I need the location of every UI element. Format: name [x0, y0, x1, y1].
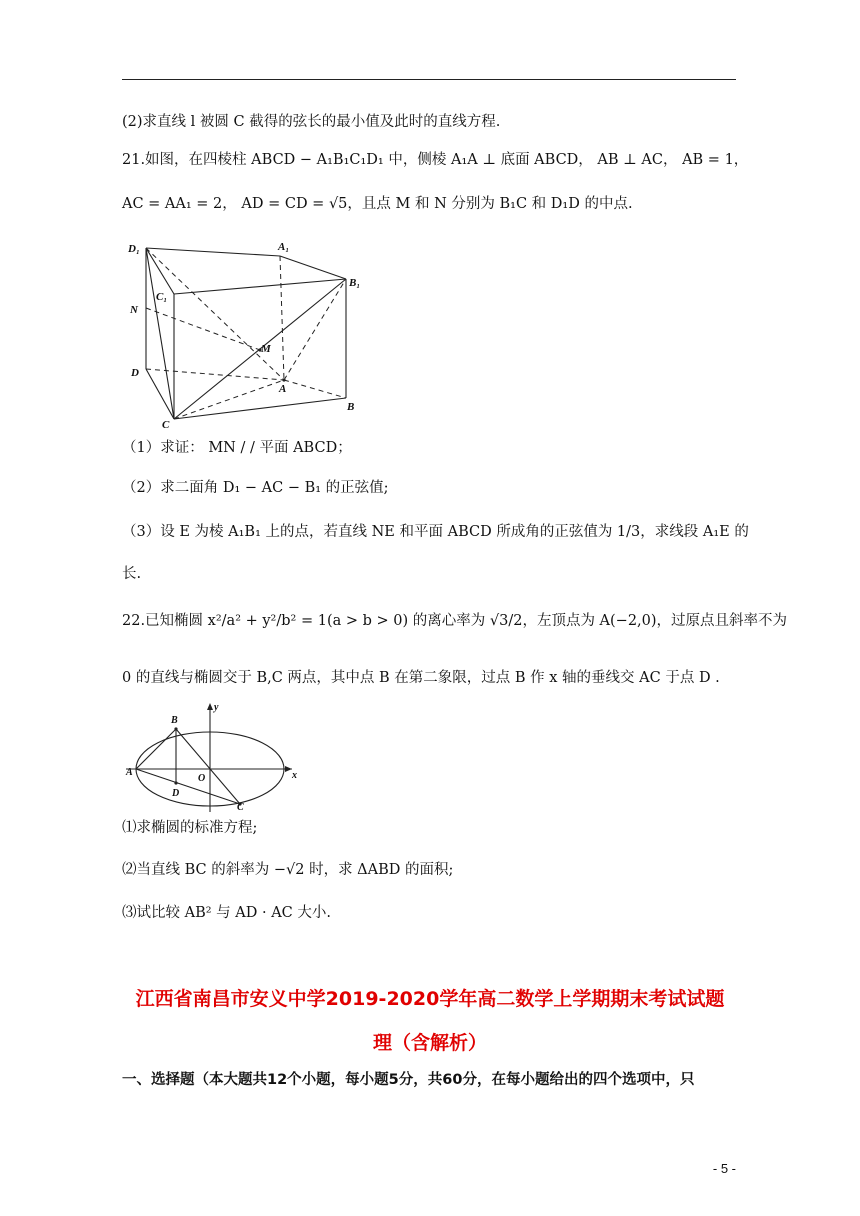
q22-part2: ⑵当直线 BC 的斜率为 −√2 时，求 ΔABD 的面积;	[122, 862, 454, 878]
label-D1: D₁	[128, 243, 140, 255]
q21-part3: （3）设 E 为棱 A₁B₁ 上的点，若直线 NE 和平面 ABCD 所成角的正弦值为 1/3，求线段 A₁E 的	[122, 524, 749, 540]
ellipse-figure	[122, 700, 308, 812]
label-C: C	[237, 802, 244, 812]
label-O: O	[198, 773, 206, 784]
page-number: - 5 -	[712, 1161, 736, 1176]
q21-part1: （1）求证： MN / / 平面 ABCD；	[122, 440, 352, 456]
q21-conditions: AC = AA₁ = 2， AD = CD = √5，且点 M 和 N 分别为 B₁C 和 D₁D 的中点.	[122, 196, 633, 212]
document-title-line2: 理（含解析）	[372, 1032, 487, 1054]
label-C: C	[162, 419, 170, 430]
q20-part2: (2)求直线 l 被圆 C 截得的弦长的最小值及此时的直线方程.	[122, 114, 501, 130]
label-A: A	[126, 767, 133, 778]
q21-intro: 21.如图，在四棱柱 ABCD − A₁B₁C₁D₁ 中，侧棱 A₁A ⊥ 底面 ABCD， AB ⊥ AC， AB = 1，	[122, 152, 749, 168]
q21-part3-cont: 长.	[122, 566, 142, 582]
header-rule	[122, 79, 736, 80]
label-B: B	[171, 715, 178, 726]
label-A: A	[279, 383, 287, 395]
label-B: B	[347, 401, 355, 413]
label-D: D	[172, 788, 180, 799]
label-A1: A₁	[278, 241, 290, 253]
section-heading: 一、选择题（本大题共12个小题，每小题5分，共60分，在每小题给出的四个选项中，只	[122, 1072, 695, 1088]
q22-conditions: 0 的直线与椭圆交于 B,C 两点，其中点 B 在第二象限，过点 B 作 x 轴的垂线交 AC 于点 D .	[122, 670, 720, 686]
label-D: D	[131, 367, 139, 379]
prism-figure	[126, 236, 366, 430]
q22-part1: ⑴求椭圆的标准方程;	[122, 820, 258, 836]
label-M: M	[261, 343, 271, 355]
label-y: y	[214, 702, 219, 713]
label-x: x	[292, 770, 297, 781]
label-C1: C₁	[156, 291, 168, 303]
q22-intro: 22.已知椭圆 x²/a² + y²/b² = 1(a > b > 0) 的离心率为 √3/2，左顶点为 A(−2,0)，过原点且斜率不为	[122, 613, 788, 629]
document-title-line1: 江西省南昌市安义中学2019-2020学年高二数学上学期期末考试试题	[135, 988, 725, 1010]
label-B1: B₁	[349, 277, 361, 289]
q21-part2: （2）求二面角 D₁ − AC − B₁ 的正弦值;	[122, 480, 389, 496]
q22-part3: ⑶试比较 AB² 与 AD · AC 大小.	[122, 905, 331, 921]
label-N: N	[130, 304, 138, 316]
